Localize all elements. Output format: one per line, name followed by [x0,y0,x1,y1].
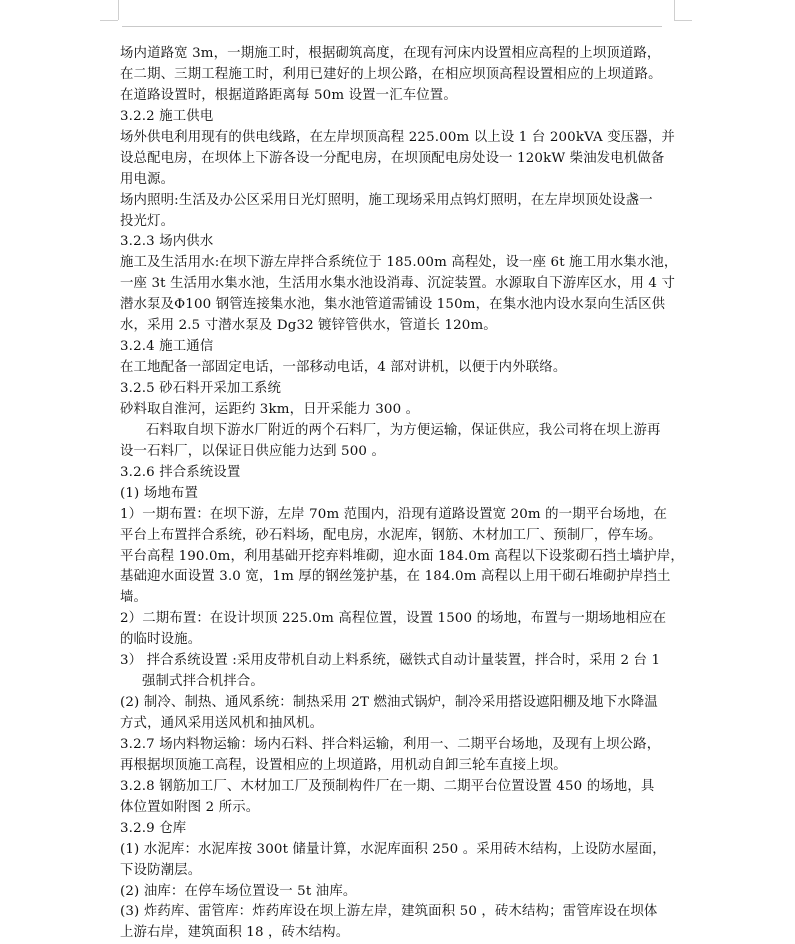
body-line: 设总配电房，在坝体上下游各设一分配电房，在坝顶配电房处设一 120kW 柴油发电机做备 [120,150,665,166]
body-line: 一座 3t 生活用水集水池，生活用水集水池设消毒、沉淀装置。水源取自下游库区水，用 4 寸 [120,276,676,292]
body-line: 施工及生活用水:在坝下游左岸拌合系统位于 185.00m 高程处，设一座 6t 施工用水集水池， [120,255,678,271]
crop-mark-top-right-horizontal [674,20,692,21]
section-heading: 3.2.3 场内供水 [120,234,214,250]
body-line: (1) 水泥库：水泥库按 300t 储量计算，水泥库面积 250 。采用砖木结构，上设防水屋面， [120,841,666,857]
body-line: 用电源。 [120,171,175,187]
body-line: 体位置如附图 2 所示。 [120,799,260,815]
section-heading: 3.2.6 拌合系统设置 [120,464,241,480]
body-line: 潜水泵及Φ100 钢管连接集水池，集水池管道需铺设 150m，在集水池内设水泵向生活区供 [120,297,666,313]
document-body [120,44,684,944]
body-line: 砂料取自淮河，运距约 3km，日开采能力 300 。 [120,401,420,417]
body-line: 的临时设施。 [120,632,202,648]
body-line: 设一石料厂，以保证日供应能力达到 500 。 [120,443,386,459]
body-line: 场内道路宽 3m，一期施工时，根据砌筑高度，在现有河床内设置相应高程的上坝顶道路， [120,46,661,61]
section-heading: 3.2.5 砂石料开采加工系统 [120,381,282,396]
body-line: 投光灯。 [120,213,175,229]
section-heading: 3.2.2 施工供电 [120,108,214,124]
body-line: (3) 炸药库、雷管库：炸药库设在坝上游左岸，建筑面积 50 ，砖木结构；雷管库设在坝体 [120,904,658,920]
subsection-heading: (1) 场地布置 [120,485,198,501]
body-line: (2) 油库：在停车场位置设一 5t 油库。 [120,883,357,899]
body-line: 1）一期布置：在坝下游，左岸 70m 范围内，沿现有道路设置宽 20m 的一期平台场地，在 [120,506,668,522]
body-line: 墙。 [120,590,148,606]
body-line: 基础迎水面设置 3.0 宽，1m 厚的钢丝笼护基，在 184.0m 高程以上用干砌石堆砌护岸挡土 [120,569,671,585]
body-line: 场内照明:生活及办公区采用日光灯照明，施工现场采用点钨灯照明，在左岸坝顶处设盏一 [120,192,653,208]
header-rule [122,26,662,27]
body-line: 上游右岸，建筑面积 18 ，砖木结构。 [120,925,350,941]
body-line: 方式，通风采用送风机和抽风机。 [120,716,324,731]
section-heading: 3.2.8 钢筋加工厂、木材加工厂及预制构件厂在一期、二期平台位置设置 450 的场地，具 [120,778,655,794]
body-line: 平台高程 190.0m，利用基础开挖弃料堆砌，迎水面 184.0m 高程以下设浆砌石挡土墙护岸， [120,548,684,564]
body-line: 在道路设置时，根据道路距离每 50m 设置一汇车位置。 [120,87,457,103]
body-line: 平台上布置拌合系统，砂石料场，配电房，水泥库，钢筋、木材加工厂、预制厂，停车场。 [120,527,662,543]
body-line: 场外供电利用现有的供电线路，在左岸坝顶高程 225.00m 以上设 1 台 200kVA 变压器，并 [120,129,675,145]
body-line: (2) 制冷、制热、通风系统：制热采用 2T 燃油式锅炉，制冷采用搭设遮阳棚及地下水降温 [120,695,658,711]
body-line: 再根据坝顶施工高程，设置相应的上坝道路，用机动自卸三轮车直接上坝。 [120,757,567,773]
crop-mark-top-left [118,0,119,20]
body-line: 在工地配备一部固定电话，一部移动电话，4 部对讲机，以便于内外联络。 [120,360,567,376]
body-line: 水，采用 2.5 寸潜水泵及 Dg32 镀锌管供水，管道长 120m。 [120,318,497,334]
section-heading: 3.2.9 仓库 [120,820,187,836]
crop-mark-top-right [674,0,675,20]
body-line: 3） 拌合系统设置 :采用皮带机自动上料系统，磁铁式自动计量装置，拌合时，采用 2 台 1 [120,653,661,669]
body-line: 在二期、三期工程施工时，利用已建好的上坝公路，在相应坝顶高程设置相应的上坝道路。 [120,66,662,82]
crop-mark-top-left-horizontal [100,20,118,21]
section-heading: 3.2.7 场内料物运输：场内石料、拌合料运输，利用一、二期平台场地，及现有上坝公路， [120,736,661,752]
section-heading: 3.2.4 施工通信 [120,339,214,355]
body-line: 石料取自坝下游水厂附近的两个石料厂，为方便运输，保证供应，我公司将在坝上游再 [146,422,661,438]
body-line: 2）二期布置：在设计坝顶 225.0m 高程位置，设置 1500 的场地，布置与一期场地相应在 [120,611,667,627]
body-line: 强制式拌合机拌合。 [142,674,264,690]
body-line: 下设防潮层。 [120,862,202,878]
